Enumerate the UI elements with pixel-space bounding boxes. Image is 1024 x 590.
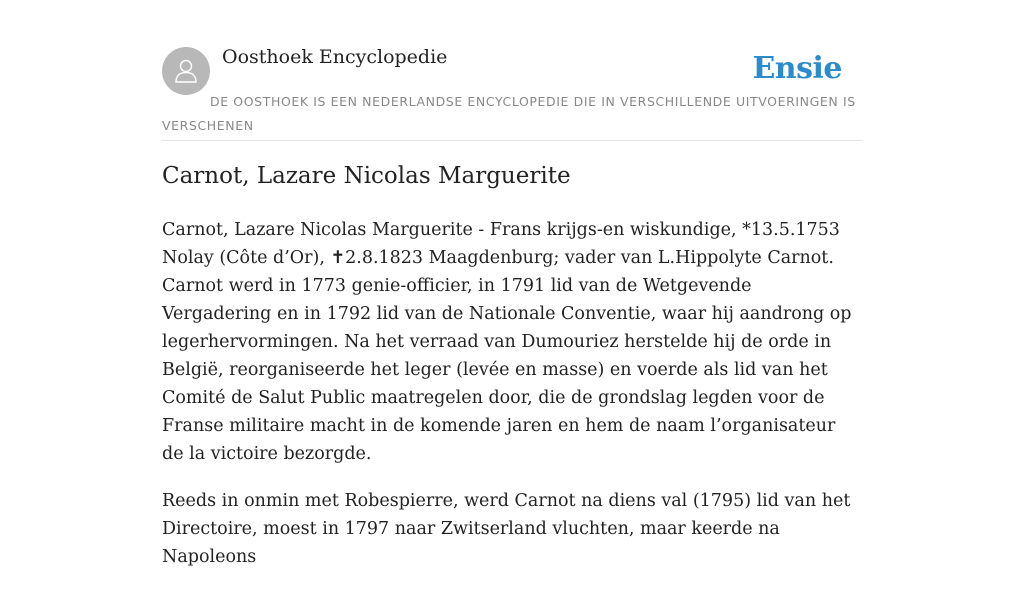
site-header	[162, 0, 862, 141]
article-paragraph: Carnot, Lazare Nicolas Marguerite - Frans krijgs-en wiskundige, *13.5.1753 Nolay (Côte d’Or), ✝2.8.1823 Maagdenburg; vader van L.Hippolyte Carnot. Carnot werd in 1773 genie-officier, in 1791 lid van de Wetgevende Vergadering en in 1792 lid van de Nationale Conventie, waar hij aandrong op legerhervormingen. Na het verraad van Dumouriez herstelde hij de orde in België, reorganiseerde het leger (levée en masse) en voerde als lid van het Comité de Salut Public maatregelen door, die de grondslag legden voor de Franse militaire macht in de komende jaren en hem de naam l’organisateur de la victoire bezorgde.	[162, 220, 852, 464]
article-title: Carnot, Lazare Nicolas Marguerite	[162, 163, 571, 189]
site-tagline: DE OOSTHOEK IS EEN NEDERLANDSE ENCYCLOPEDIE DIE IN VERSCHILLENDE UITVOERINGEN IS VERSCHENEN	[162, 94, 856, 133]
site-title[interactable]: Oosthoek Encyclopedie	[222, 46, 448, 68]
brand-logo[interactable]: Ensie	[752, 51, 842, 86]
user-icon	[171, 56, 201, 86]
article-body	[162, 216, 862, 590]
article-paragraph: Reeds in onmin met Robespierre, werd Carnot na diens val (1795) lid van het Directoire, moest in 1797 naar Zwitserland vluchten, maar keerde na Napoleons	[162, 491, 851, 567]
page-container	[162, 0, 862, 567]
avatar[interactable]	[162, 47, 210, 95]
